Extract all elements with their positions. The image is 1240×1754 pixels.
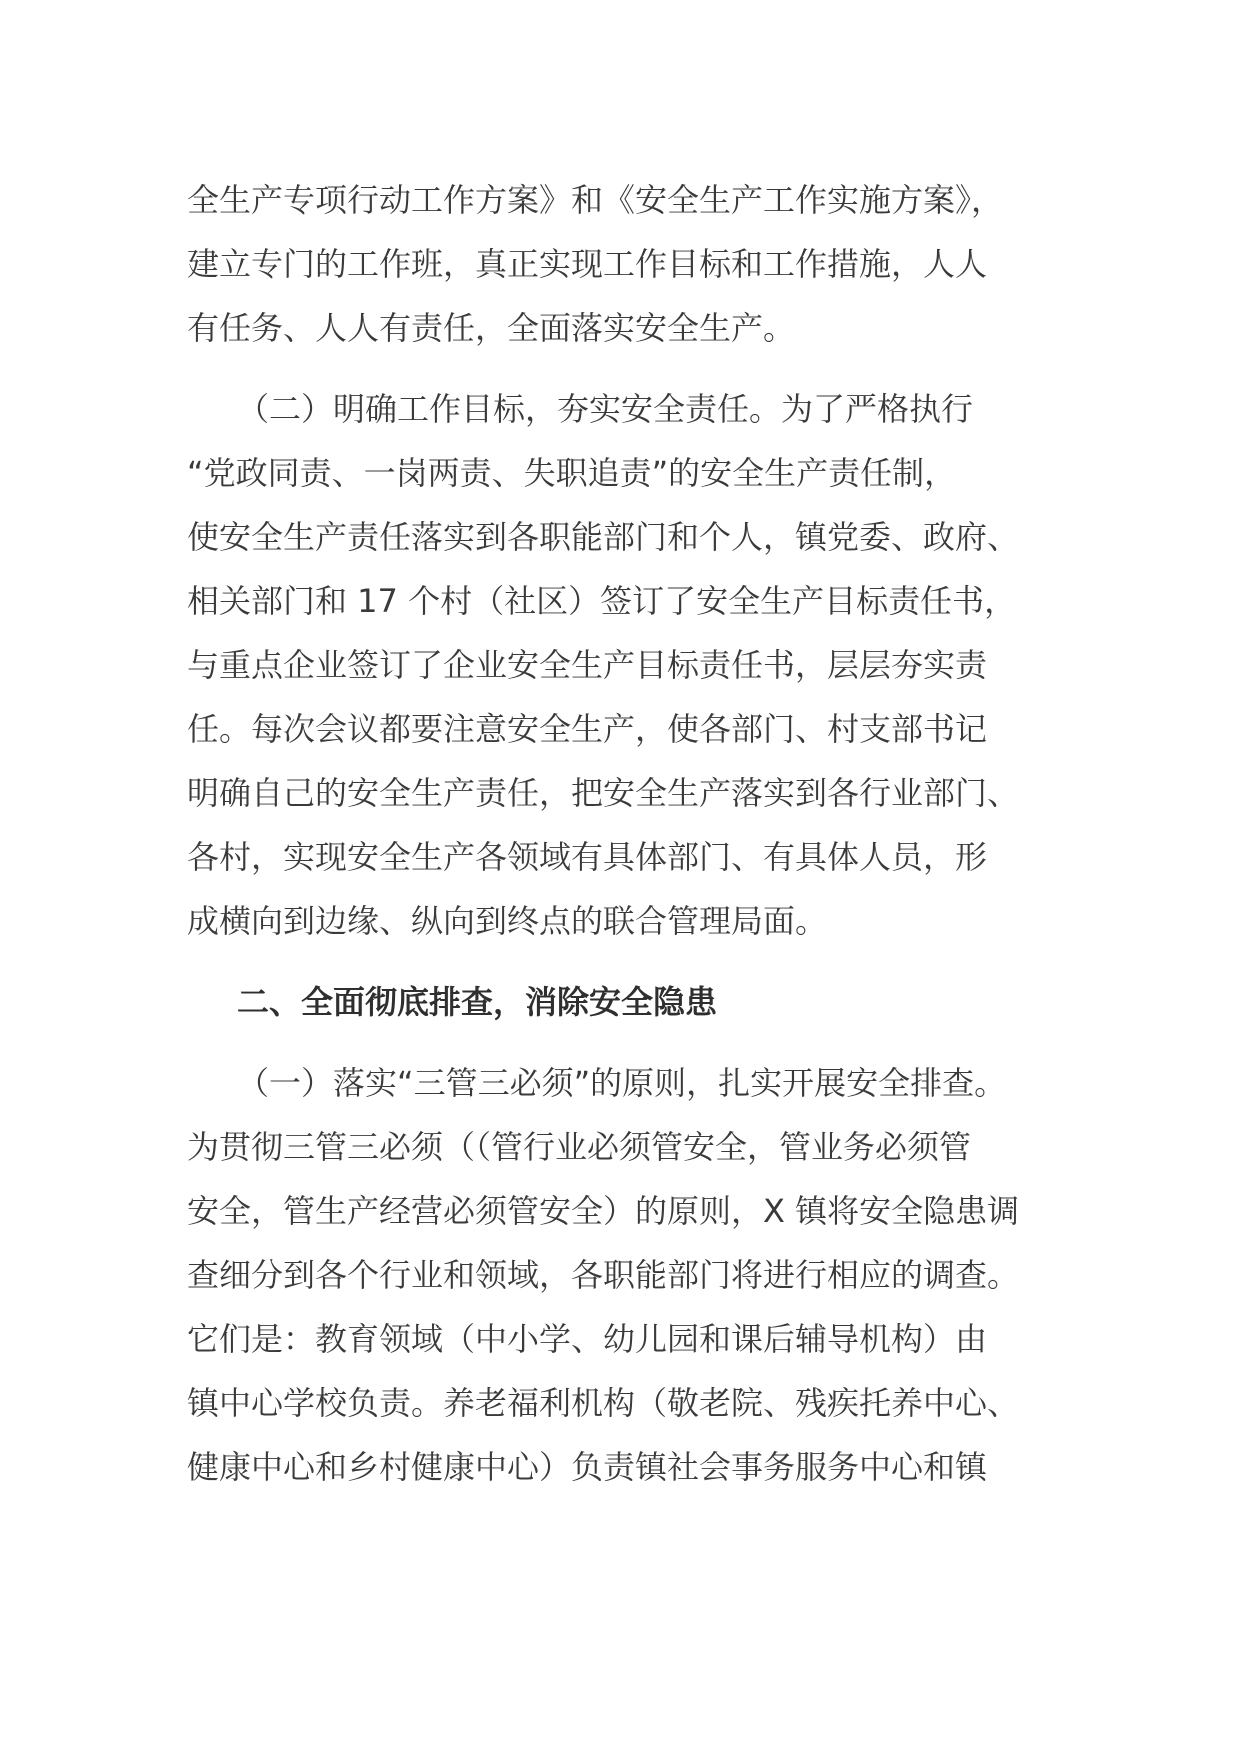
- text-line: 镇中心学校负责。养老福利机构（敬老院、残疾托养中心、: [187, 1384, 1020, 1422]
- paragraph-3: [187, 1051, 1067, 1499]
- text-line: 有任务、人人有责任，全面落实安全生产。: [187, 309, 796, 347]
- text-line: 任。每次会议都要注意安全生产，使各部门、村支部书记: [187, 710, 988, 748]
- text-line: 使安全生产责任落实到各职能部门和个人，镇党委、政府、: [187, 518, 1020, 556]
- text-line: （二）明确工作目标，夯实安全责任。为了严格执行: [237, 390, 974, 428]
- section-heading: [187, 970, 1067, 1034]
- text-line: “党政同责、一岗两责、失职追责”的安全生产责任制，: [187, 454, 957, 492]
- paragraph-2: [187, 377, 1067, 953]
- text-line: 健康中心和乡村健康中心）负责镇社会事务服务中心和镇: [187, 1448, 988, 1486]
- text-line: 相关部门和 17 个村（社区）签订了安全生产目标责任书，: [187, 582, 1017, 620]
- text-line: 明确自己的安全生产责任，把安全生产落实到各行业部门、: [187, 774, 1020, 812]
- text-line: 安全，管生产经营必须管安全）的原则，X 镇将安全隐患调: [187, 1192, 1020, 1230]
- text-line: 与重点企业签订了企业安全生产目标责任书，层层夯实责: [187, 646, 988, 684]
- text-line: 各村，实现安全生产各领域有具体部门、有具体人员，形: [187, 838, 988, 876]
- heading-line: 二、全面彻底排查，消除安全隐患: [237, 983, 718, 1021]
- text-line: 建立专门的工作班，真正实现工作目标和工作措施，人人: [187, 245, 988, 283]
- text-line: 它们是：教育领域（中小学、幼儿园和课后辅导机构）由: [187, 1320, 988, 1358]
- paragraph-1: [187, 168, 1067, 360]
- document-body: [187, 168, 1067, 1499]
- text-line: 为贯彻三管三必须（（管行业必须管安全，管业务必须管: [187, 1128, 972, 1166]
- text-line: 查细分到各个行业和领域，各职能部门将进行相应的调查。: [187, 1256, 1020, 1294]
- text-line: 全生产专项行动工作方案》和《安全生产工作实施方案》，: [187, 181, 1004, 219]
- text-line: 成横向到边缘、纵向到终点的联合管理局面。: [187, 902, 828, 940]
- text-line: （一）落实“三管三必须”的原则，扎实开展安全排查。: [237, 1064, 1007, 1102]
